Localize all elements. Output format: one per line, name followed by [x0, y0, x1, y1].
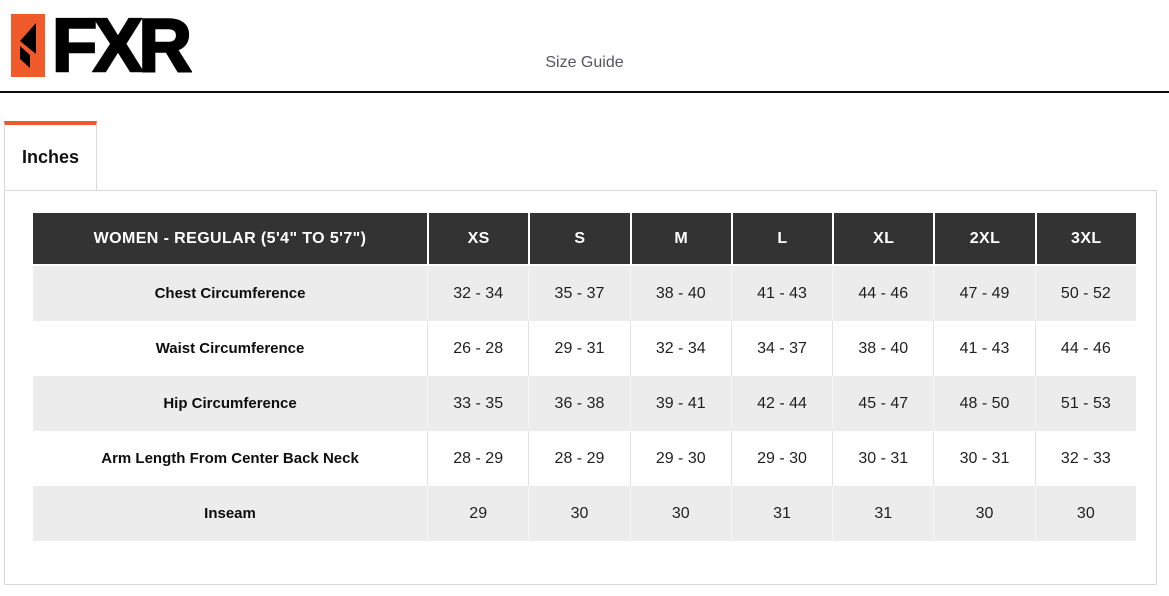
size-table-body — [33, 266, 1136, 541]
measurement-value: 44 - 46 — [832, 266, 933, 321]
measurement-value: 29 — [427, 486, 528, 541]
measurement-value: 35 - 37 — [528, 266, 629, 321]
size-column-header: 3XL — [1035, 213, 1136, 266]
measurement-label: Chest Circumference — [33, 266, 427, 321]
measurement-value: 28 - 29 — [528, 431, 629, 486]
measurement-value: 34 - 37 — [731, 321, 832, 376]
measurement-value: 30 — [528, 486, 629, 541]
table-row — [33, 486, 1136, 541]
size-chart-panel — [4, 190, 1157, 585]
top-header — [0, 0, 1169, 91]
measurement-label: Waist Circumference — [33, 321, 427, 376]
size-column-header: XS — [427, 213, 528, 266]
measurement-value: 30 - 31 — [832, 431, 933, 486]
tab-inches[interactable]: Inches — [4, 121, 97, 190]
measurement-label: Arm Length From Center Back Neck — [33, 431, 427, 486]
measurement-value: 41 - 43 — [731, 266, 832, 321]
fxr-wordmark: FXR — [52, 2, 188, 88]
header-divider — [0, 91, 1169, 93]
size-table — [33, 213, 1136, 541]
size-column-header: 2XL — [933, 213, 1034, 266]
table-row — [33, 321, 1136, 376]
size-table-title: WOMEN - REGULAR (5'4" TO 5'7") — [33, 213, 427, 266]
table-row — [33, 431, 1136, 486]
size-column-header: XL — [832, 213, 933, 266]
measurement-label: Hip Circumference — [33, 376, 427, 431]
measurement-value: 31 — [832, 486, 933, 541]
measurement-value: 29 - 31 — [528, 321, 629, 376]
measurement-value: 33 - 35 — [427, 376, 528, 431]
measurement-value: 28 - 29 — [427, 431, 528, 486]
measurement-value: 30 — [933, 486, 1034, 541]
measurement-value: 31 — [731, 486, 832, 541]
measurement-value: 38 - 40 — [832, 321, 933, 376]
page-title: Size Guide — [545, 54, 624, 71]
measurement-value: 42 - 44 — [731, 376, 832, 431]
table-row — [33, 376, 1136, 431]
size-column-header: M — [630, 213, 731, 266]
measurement-value: 32 - 34 — [427, 266, 528, 321]
measurement-value: 30 — [630, 486, 731, 541]
measurement-value: 48 - 50 — [933, 376, 1034, 431]
size-column-header: L — [731, 213, 832, 266]
units-tab-row — [0, 121, 1169, 190]
measurement-value: 36 - 38 — [528, 376, 629, 431]
measurement-value: 26 - 28 — [427, 321, 528, 376]
measurement-value: 29 - 30 — [731, 431, 832, 486]
measurement-value: 51 - 53 — [1035, 376, 1136, 431]
measurement-value: 45 - 47 — [832, 376, 933, 431]
measurement-value: 29 - 30 — [630, 431, 731, 486]
measurement-value: 39 - 41 — [630, 376, 731, 431]
measurement-value: 30 — [1035, 486, 1136, 541]
measurement-value: 38 - 40 — [630, 266, 731, 321]
measurement-value: 32 - 34 — [630, 321, 731, 376]
measurement-value: 47 - 49 — [933, 266, 1034, 321]
measurement-value: 44 - 46 — [1035, 321, 1136, 376]
measurement-label: Inseam — [33, 486, 427, 541]
measurement-value: 50 - 52 — [1035, 266, 1136, 321]
size-table-header-row — [33, 213, 1136, 266]
measurement-value: 41 - 43 — [933, 321, 1034, 376]
measurement-value: 30 - 31 — [933, 431, 1034, 486]
table-row — [33, 266, 1136, 321]
size-column-header: S — [528, 213, 629, 266]
measurement-value: 32 - 33 — [1035, 431, 1136, 486]
